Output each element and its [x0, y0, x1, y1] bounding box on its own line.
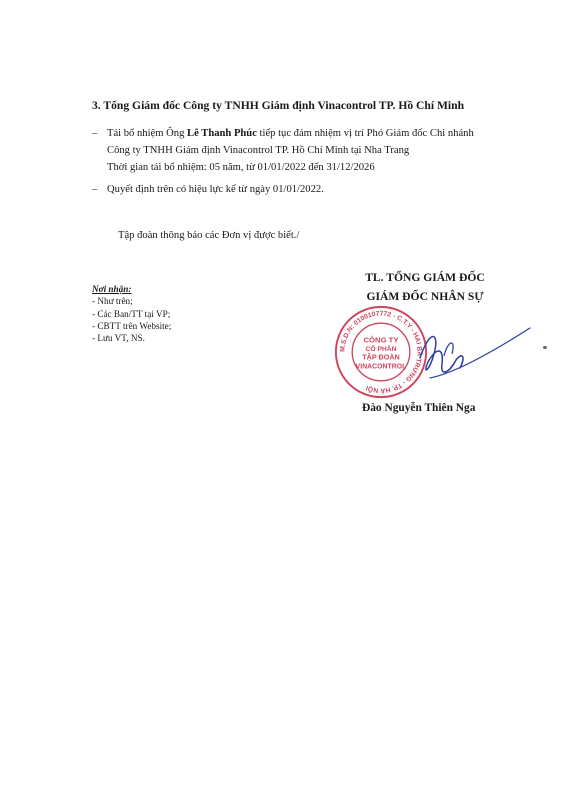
signature-title-line-1: TL. TỔNG GIÁM ĐỐC	[365, 271, 485, 284]
bullet-line-1	[107, 125, 474, 142]
recipient-item: - Các Ban/TT tại VP;	[92, 308, 171, 319]
recipient-item: - CBTT trên Website;	[92, 320, 172, 331]
recipient-item: - Như trên;	[92, 296, 133, 307]
bullet-line-2: Công ty TNHH Giám định Vinacontrol TP. Hồ Chí Minh tại Nha Trang	[107, 145, 410, 156]
stamp-ring-text: M.S.D.N: 0100107772 - C.T.Y - HAI BÀ TRƯNG - TP. HÀ NỘI	[339, 310, 423, 394]
stamp-center-line: CÔNG TY	[363, 335, 399, 345]
signer-name: Đào Nguyễn Thiên Nga	[362, 402, 476, 414]
recipients-list	[92, 283, 171, 344]
signature-title-line-2: GIÁM ĐỐC NHÂN SỰ	[366, 290, 484, 303]
recipient-item: - Lưu VT, NS.	[92, 333, 145, 344]
bullet-line-1: Quyết định trên có hiệu lực kể từ ngày 01/01/2022.	[107, 184, 324, 195]
bullet-text-prefix: Tái bổ nhiệm Ông	[107, 128, 188, 139]
notice-text: Tập đoàn thông báo các Đơn vị được biết./	[118, 230, 300, 241]
appointee-name: Lê Thanh Phúc	[187, 128, 257, 139]
stamp-center-line: TẬP ĐOÀN	[362, 352, 400, 362]
bullet-dash: –	[92, 128, 98, 139]
section-heading: 3. Tổng Giám đốc Công ty TNHH Giám định Vinacontrol TP. Hồ Chí Minh	[92, 99, 465, 112]
bullet-dash: –	[92, 184, 98, 195]
recipients-title: Nơi nhận:	[92, 284, 132, 294]
stamp-center-line: CỔ PHẦN	[365, 346, 397, 354]
bullet-body	[107, 125, 474, 176]
scan-speck	[543, 346, 547, 349]
signature-title-block	[330, 268, 520, 306]
bullet-text-suffix: tiếp tục đảm nhiệm vị trí Phó Giám đốc Chi nhánh	[256, 128, 474, 139]
handwritten-signature	[400, 318, 550, 398]
bullet-line-3: Thời gian tái bổ nhiệm: 05 năm, từ 01/01/2022 đến 31/12/2026	[107, 162, 375, 173]
stamp-center-line: VINACONTROL	[355, 363, 407, 371]
